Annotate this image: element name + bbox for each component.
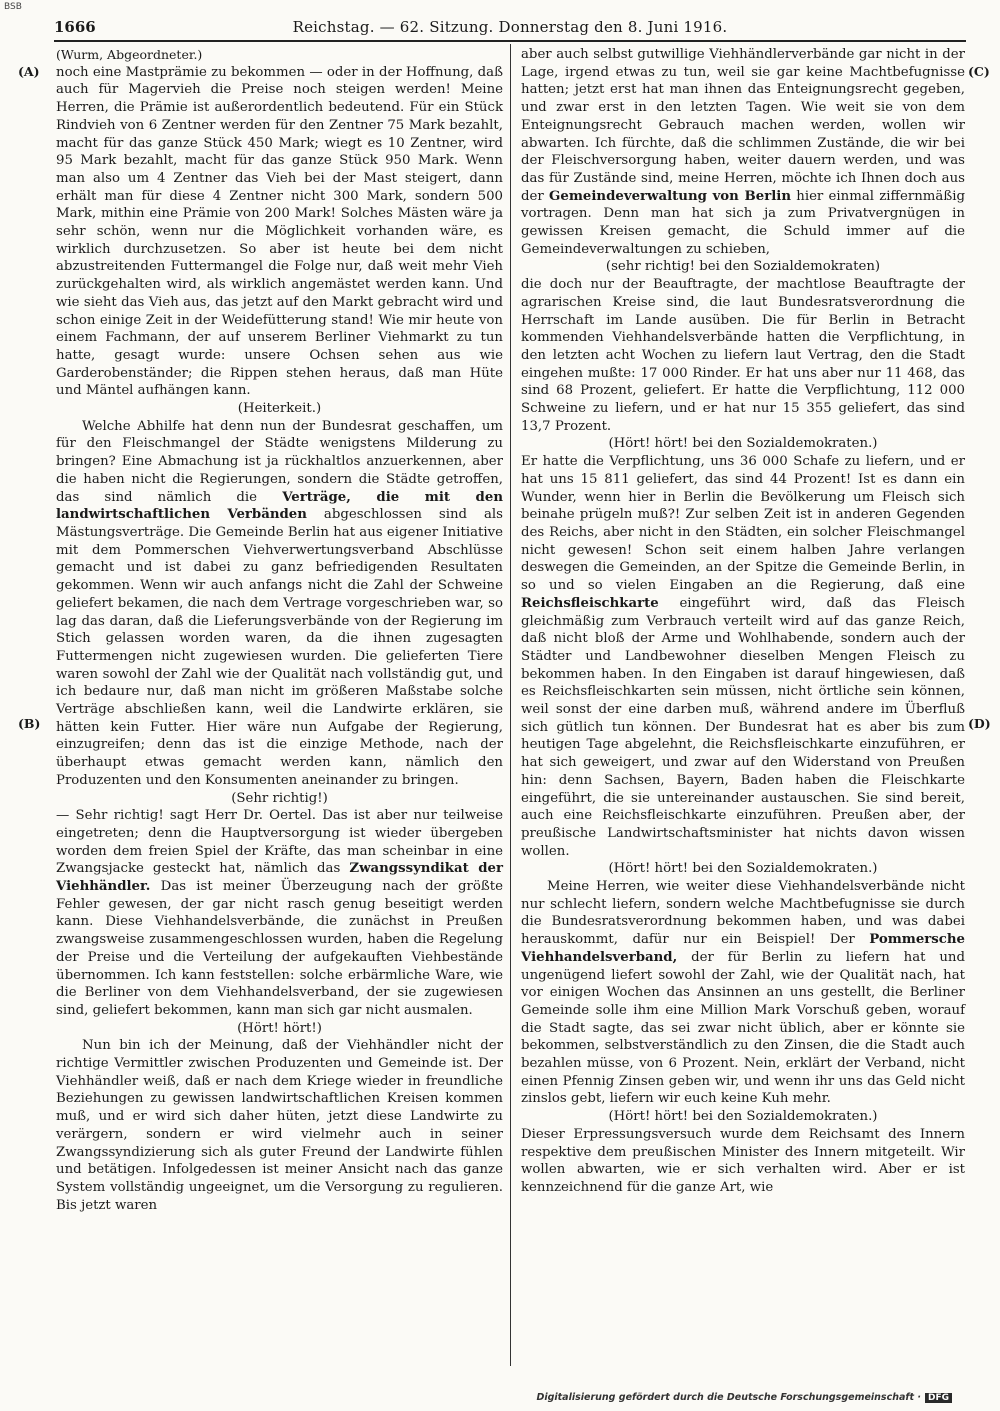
interjection: (Hört! hört! bei den Sozialdemokraten.) xyxy=(608,861,878,877)
speaker-label: (Wurm, Abgeordneter.) xyxy=(56,47,203,62)
interjection: (Sehr richtig!) xyxy=(231,790,328,806)
interjection: (Hört! hört!) xyxy=(237,1020,322,1036)
paragraph: Dieser Erpressungsversuch wurde dem Reichsamt des Innern respektive dem preußischen Minister des Innern mitgeteilt. Wir wollen abwarten, wie er sich verhalten wird. Aber er ist kennzeichnend für die ganze Art, wie xyxy=(521,1126,965,1195)
emphasis: Pommersche Viehhandelsverband, xyxy=(521,932,966,965)
emphasis: Reichsfleischkarte xyxy=(521,595,659,611)
paragraph: aber auch selbst gutwillige Viehhändlerverbände gar nicht in der Lage, irgend etwas zu tun, weil sie gar keine Machtbefugnisse hatten; jetzt erst hat man ihnen das Enteignungsrecht gegeben, und zwar erst in den letzten Tagen. Wie weit sie von dem Enteignungsrecht Gebrauch machen werden, wollen wir abwarten. Ich fürchte, daß die schlimmen Zustände, die wir bei der Fleischversorgung haben, weiter dauern werden, und was das für Zustände sind, meine Herren, möchte ich Ihnen doch aus der Gemeindeverwaltung von Berlin hier einmal ziffernmäßig vortragen. Denn man hat sich ja zum Privatvergnügen in gewissen Kreisen gemacht, die Schuld immer auf die Gemeindeverwaltungen zu schieben, xyxy=(521,47,965,257)
emphasis: Verträge, die mit den landwirtschaftlichen Verbänden xyxy=(56,489,503,523)
paragraph: Er hatte die Verpflichtung, uns 36 000 Schafe zu liefern, und er hat uns 15 811 geliefert, das sind 44 Prozent! Ist es dann ein Wunder, wenn hier in Berlin die Bevölkerung um Fleisch sich beinahe prügeln muß?! Zur selben Zeit ist in anderen Gegenden des Reichs, aber nicht in den Städten, ein solcher Fleischmangel nicht gewesen! Schon seit einem halben Jahre verlangen deswegen die Gemeinden, an der Spitze die Gemeinde Berlin, in so und so vielen Eingaben an die Regierung, daß eine Reichsfleischkarte eingeführt wird, daß das Fleisch gleichmäßig zum Verbrauch verteilt wird auf das ganze Reich, daß nicht bloß der Arme und Wohlhabende, sondern auch der Städter und Landbewohner dieselben Mengen Fleisch zu bekommen haben. In den Eingaben ist darauf hingewiesen, daß es Reichsfleischkarten sein müssen, nicht örtliche sein können, weil sonst der eine darben muß, während andere im Überfluß sich gütlich tun können. Der Bundesrat hat es aber bis zum heutigen Tage abgelehnt, die Reichsfleischkarte einzuführen, er hat sich geweigert, und zwar auf den Widerstand von Preußen hin: denn Sachsen, Bayern, Baden haben die Fleischkarte eingeführt, die sie untereinander austauschen. Sie sind bereit, auch eine Reichsfleischkarte einzuführen. Preußen aber, der preußische Landwirtschaftsminister hat nichts davon wissen wollen. xyxy=(521,454,965,859)
interjection: (Heiterkeit.) xyxy=(237,401,322,417)
paragraph: noch eine Mastprämie zu bekommen — oder in der Hoffnung, daß auch für Magervieh die Preise noch steigen werden! Meine Herren, die Prämie ist außerordentlich bedeutend. Für ein Stück Rindvieh von 6 Zentner werden für den Zentner 75 Mark bezahlt, macht für das ganze Stück 450 Mark; wiegt es 10 Zentner, wird 95 Mark bezahlt, macht für das ganze Stück 950 Mark. Wenn man also um 4 Zentner das Vieh bei der Mast steigert, dann erhält man für diese 4 Zentner nicht 300 Mark, sondern 500 Mark, mithin eine Prämie von 200 Mark! Solches Mästen wäre ja sehr schön, wenn nur die Möglichkeit vorhanden wäre, es wirklich durchzusetzen. So aber ist heute bei dem nicht abzustreitenden Futtermangel die Folge nur, daß weit mehr Vieh zurückgehalten wird, als wirklich angemästet werden kann. Und wie sieht das Vieh aus, das jetzt auf den Markt gebracht wird und schon einige Zeit in der Weidefütterung stand! Wie mir heute von einem Fachmann, der auf unserem Berliner Viehmarkt zu tun hatte, gesagt wurde: unsere Ochsen sehen aus wie Garderobenständer; die Rippen stehen heraus, daß man Hüte und Mäntel aufhängen kann. xyxy=(56,64,503,399)
emphasis: Gemeindeverwaltung von Berlin xyxy=(549,188,791,204)
paragraph: — Sehr richtig! sagt Herr Dr. Oertel. Das ist aber nur teilweise eingetreten; denn die Hauptversorgung ist wieder übergeben worden dem freien Spiel der Kräfte, das man scheinbar in eine Zwangsjacke gesteckt hat, nämlich das Zwangssyndikat der Viehhändler. Das ist meiner Überzeugung nach der größte Fehler gewesen, der gar nicht rasch genug beseitigt werden kann. Diese Viehhandelsverbände, die zunächst in Preußen zwangsweise zusammengeschlossen wurden, haben die Regelung der Preise und die Verteilung der aufgekauften Viehbestände übernommen. Ich kann feststellen: solche erbärmliche Ware, wie die Berliner von dem Viehhandelsverband, der sie zugewiesen sind, geliefert bekommen, kann man sich gar nicht ausmalen. xyxy=(56,808,504,1018)
header-rule xyxy=(54,40,966,42)
left-column xyxy=(56,46,503,1214)
footer-text: Digitalisierung gefördert durch die Deutsche Forschungsgemeinschaft · xyxy=(536,1392,921,1403)
dfg-logo: DFG xyxy=(925,1393,952,1403)
interjection: (sehr richtig! bei den Sozialdemokraten) xyxy=(605,259,881,275)
margin-mark-c: (C) xyxy=(968,64,990,79)
margin-mark-b: (B) xyxy=(18,716,41,731)
right-column xyxy=(521,46,965,1197)
paragraph: Nun bin ich der Meinung, daß der Viehhändler nicht der richtige Vermittler zwischen Produzenten und Gemeinde ist. Der Viehhändler weiß, daß er nach dem Kriege wieder in freundliche Beziehungen zu gewissen landwirtschaftlichen Kreisen kommen muß, und er wird sich daher hüten, jetzt diese Landwirte zu verärgern, sondern er wird vielmehr auch in seiner Zwangssyndizierung sich als guter Freund der Landwirte fühlen und betätigen. Infolgedessen ist meiner Ansicht nach das ganze System vollständig ungeeignet, um die Versorgung zu regulieren. Bis jetzt waren xyxy=(56,1038,503,1213)
paragraph: Meine Herren, wie weiter diese Viehhandelsverbände nicht nur schlecht liefern, sondern welche Machtbefugnisse sie durch die Bundesratsverordnung bekommen haben, und was dabei herauskommt, dafür nur ein Beispiel! Der Pommersche Viehhandelsverband, der für Berlin zu liefern hat und ungenügend liefert sowohl der Zahl, wie der Qualität nach, hat vor einigen Wochen das Ansinnen an uns gestellt, die Berliner Gemeinde solle ihm eine Million Mark Vorschuß geben, worauf die Stadt sagte, das sei zwar nicht üblich, aber er könnte sie bekommen, selbstverständlich zu den Zinsen, die die Stadt auch bezahlen müsse, von 6 Prozent. Nein, erklärt der Verband, nicht einen Pfennig Zinsen geben wir, und wenn ihr uns das Geld nicht zinslos gebt, liefern wir euch keine Kuh mehr. xyxy=(521,879,966,1107)
paragraph: Welche Abhilfe hat denn nun der Bundesrat geschaffen, um für den Fleischmangel der Städte wenigstens Milderung zu bringen? Eine Abmachung ist ja rückhaltlos anzuerkennen, aber die haben nicht die Regierungen, sondern die Städte getroffen, das sind nämlich die Verträge, die mit den landwirtschaftlichen Verbänden abgeschlossen sind als Mästungsverträge. Die Gemeinde Berlin hat aus eigener Initiative mit dem Pommerschen Viehverwertungsverband Abschlüsse gemacht und ist dabei zu ganz befriedigenden Resultaten gekommen. Wenn wir auch anfangs nicht die Zahl der Schweine geliefert bekamen, die nach dem Vertrage vorgeschrieben war, so lag das daran, daß die Lieferungsverbände von der Regierung im Stich gelassen worden waren, da die ihnen zugesagten Futtermengen nicht zugewiesen wurden. Die gelieferten Tiere waren sowohl der Zahl wie der Qualität nach vollständig gut, und ich bedaure nur, daß man nicht im größeren Maßstabe solche Verträge abschließen kann, weil die Landwirte erklären, sie hätten kein Futter. Hier wäre nun Aufgabe der Regierung, einzugreifen; denn das ist die einzige Methode, nach der überhaupt etwas gemacht werden kann, nämlich den Produzenten und den Konsumenten aneinander zu bringen. xyxy=(56,418,503,788)
emphasis: Zwangssyndikat der Viehhändler. xyxy=(56,861,503,895)
column-divider xyxy=(510,44,511,1366)
page-header xyxy=(54,16,966,40)
library-stamp: BSB xyxy=(4,2,22,12)
interjection: (Hört! hört! bei den Sozialdemokraten.) xyxy=(608,436,878,452)
page-number: 1666 xyxy=(54,18,96,36)
margin-mark-a: (A) xyxy=(18,64,40,79)
interjection: (Hört! hört! bei den Sozialdemokraten.) xyxy=(608,1109,878,1125)
funding-footer xyxy=(536,1392,952,1403)
margin-mark-d: (D) xyxy=(968,716,991,731)
running-title: Reichstag. — 62. Sitzung. Donnerstag den 8. Juni 1916. xyxy=(292,18,728,36)
paragraph: die doch nur der Beauftragte, der machtlose Beauftragte der agrarischen Kreise sind, die laut Bundesratsverordnung die Herrschaft im Lande ausüben. Die für Berlin in Betracht kommenden Viehhandelsverbände hatten die Verpflichtung, in den letzten acht Wochen zu liefern laut Vertrag, den die Stadt eingehen mußte: 17 000 Rinder. Er hat uns aber nur 11 468, das sind 68 Prozent, geliefert. Er hatte die Verpflichtung, 112 000 Schweine zu liefern, und er hat nur 15 355 geliefert, das sind 13,7 Prozent. xyxy=(521,277,965,434)
